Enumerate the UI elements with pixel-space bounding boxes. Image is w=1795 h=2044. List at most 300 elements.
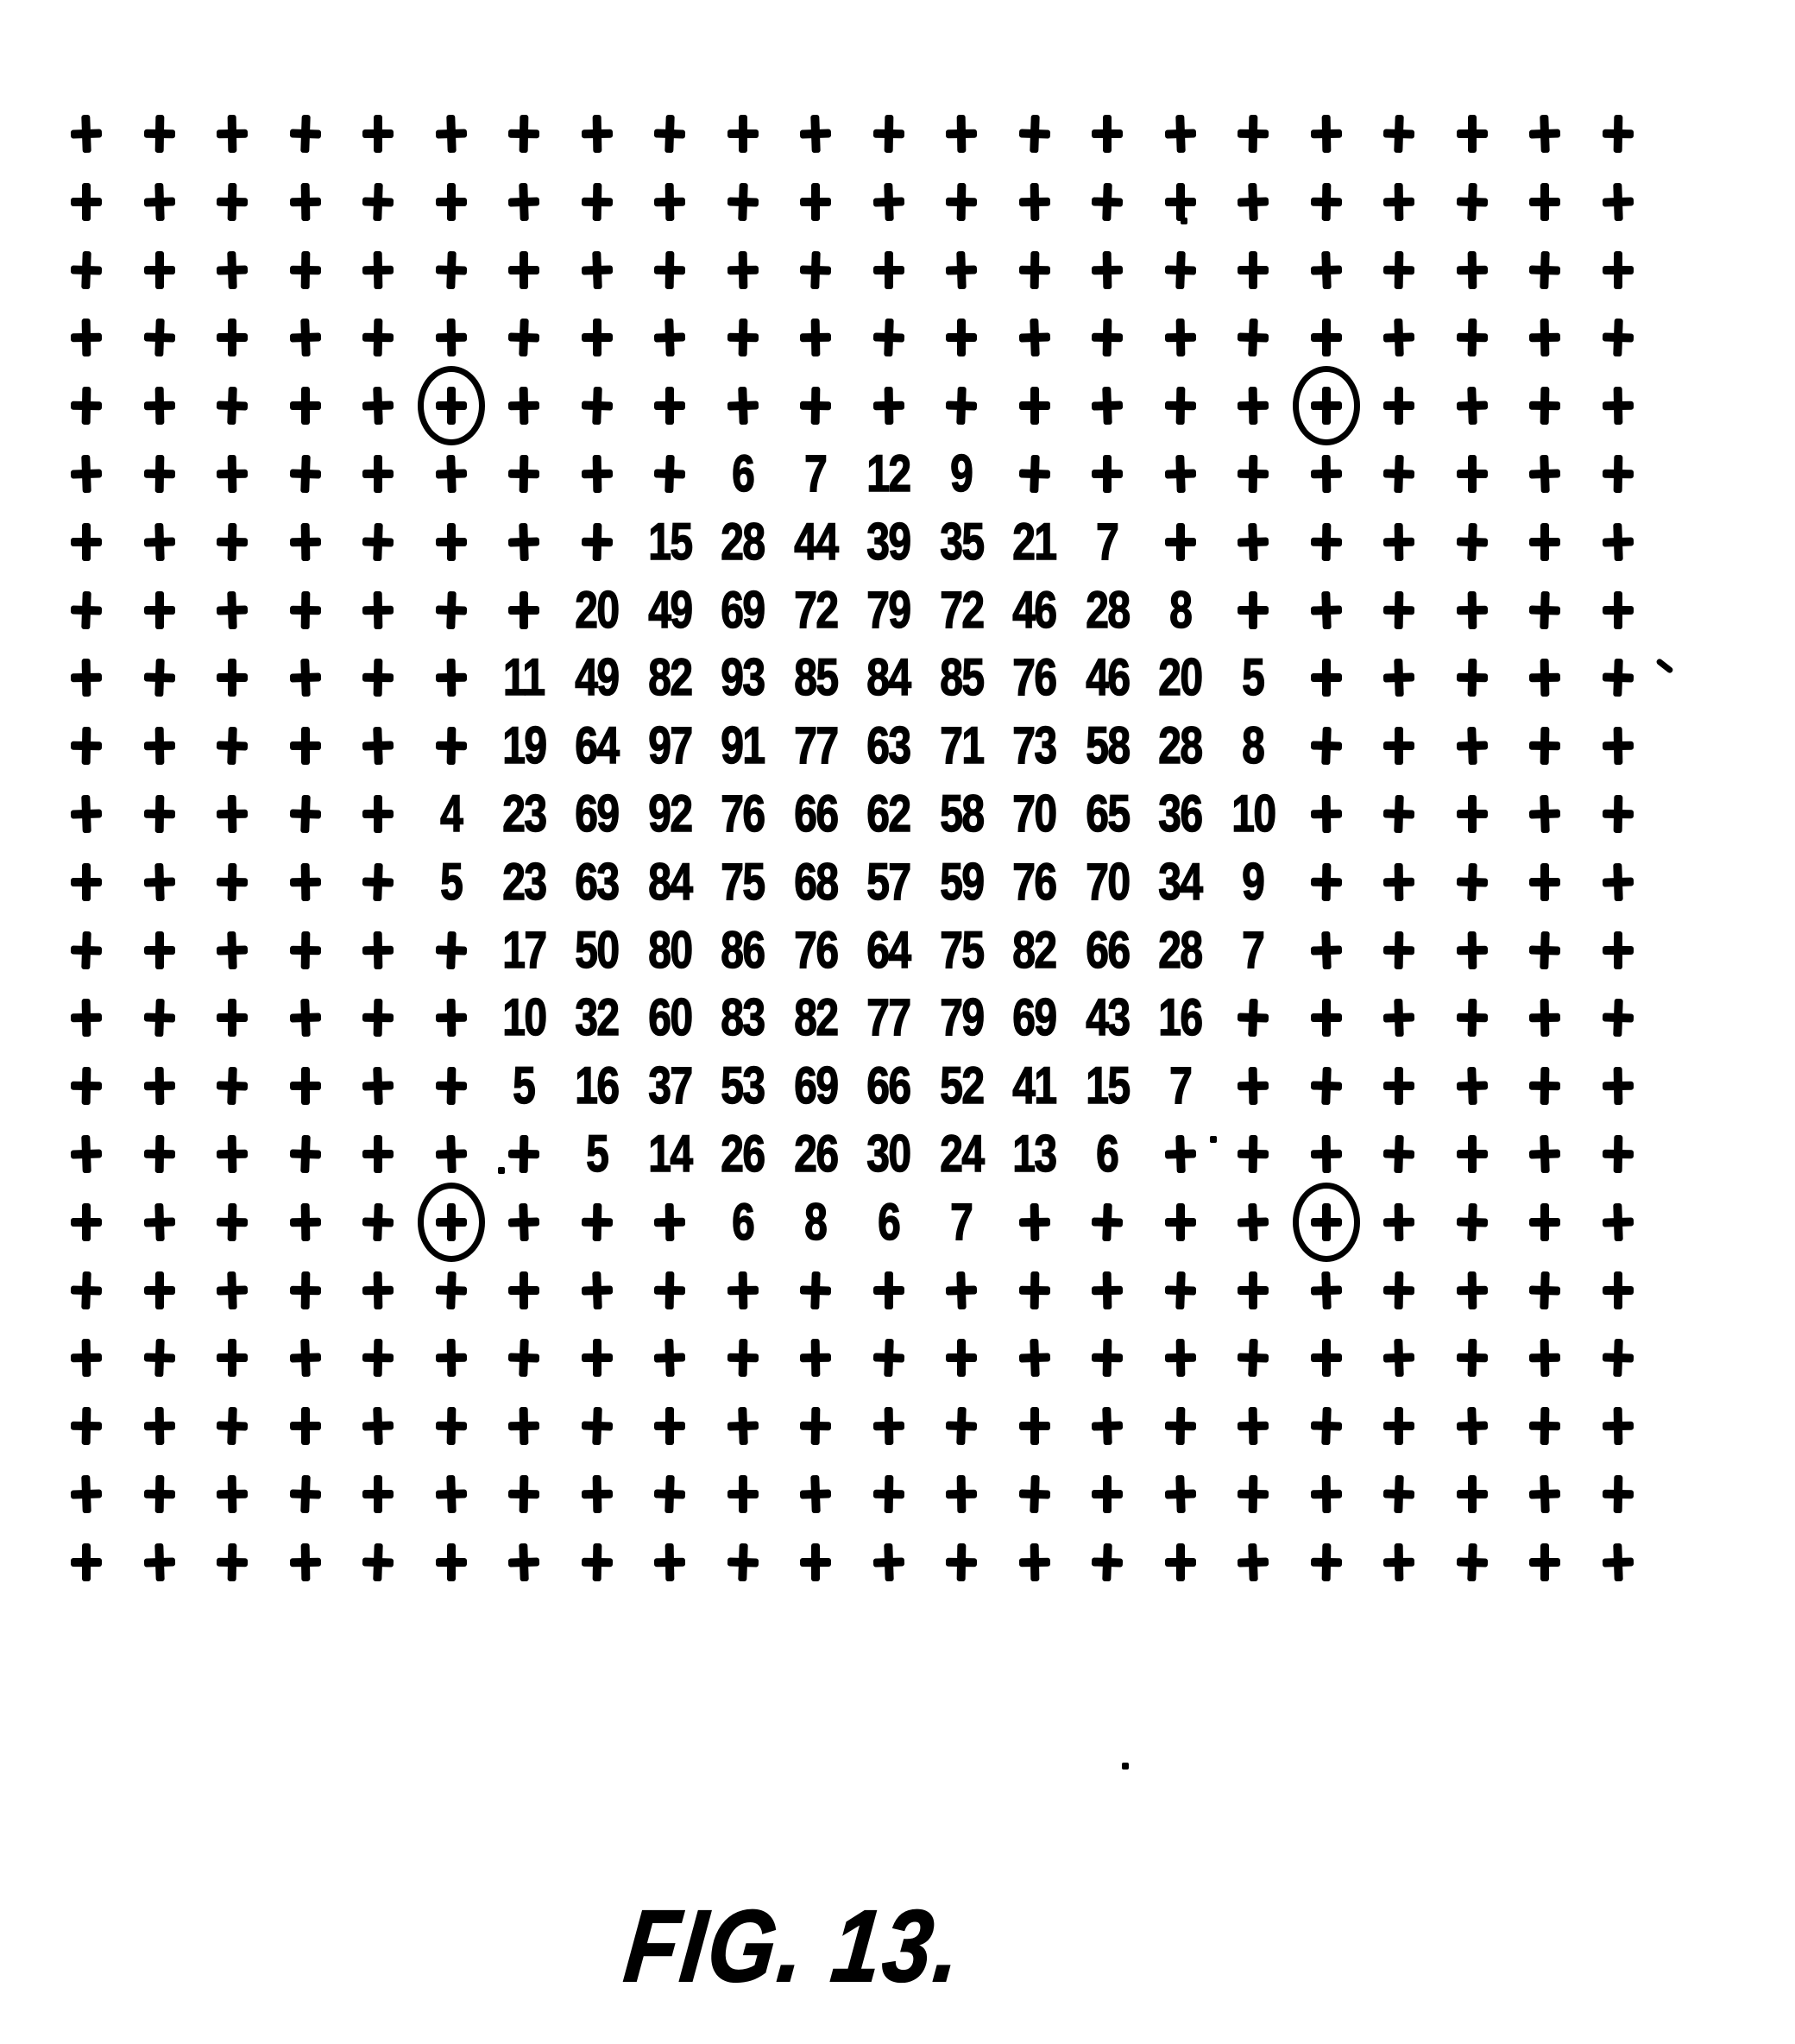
plus-icon [1456,590,1488,629]
value-cell [779,577,852,644]
plus-mark [269,577,342,644]
plus-mark [1582,237,1654,304]
plus-mark [853,1324,925,1391]
plus-mark [1508,1120,1581,1188]
plus-mark [196,1392,268,1460]
plus-icon [1602,795,1634,834]
plus-icon [1529,319,1561,357]
plus-mark [1582,780,1654,848]
value-cell [1071,712,1143,779]
plus-mark [1508,1257,1581,1324]
plus-mark [1217,1460,1289,1528]
plus-icon [945,387,978,426]
value-cell [488,984,560,1051]
plus-mark [1582,577,1654,644]
plus-mark [1144,508,1217,576]
value-cell [561,577,633,644]
plus-icon [70,250,103,289]
cell-value: 5 [1242,648,1264,707]
plus-icon [1382,794,1415,833]
plus-mark [1582,168,1654,236]
plus-mark [1582,372,1654,439]
plus-mark [633,237,706,304]
plus-mark [1508,712,1581,779]
plus-mark [1144,1460,1217,1528]
value-cell [998,984,1071,1051]
plus-icon [653,1474,686,1513]
plus-mark [1582,984,1654,1051]
plus-icon [1528,114,1561,153]
value-cell [1217,917,1289,984]
plus-mark [1582,1120,1654,1188]
plus-icon [362,250,394,289]
plus-icon [216,590,249,629]
plus-icon [581,1407,614,1446]
plus-icon [143,1067,175,1106]
plus-icon [1310,590,1343,629]
plus-icon [1528,250,1561,289]
plus-icon [945,1271,978,1309]
plus-icon [1237,182,1269,221]
plus-icon [362,115,394,153]
plus-icon [1383,1542,1415,1581]
cell-value: 4 [439,785,463,842]
plus-icon [1092,455,1123,493]
plus-icon [71,659,103,697]
value-cell [925,440,998,508]
plus-mark [1508,1392,1581,1460]
plus-mark [998,304,1071,371]
value-cell [1217,712,1289,779]
plus-mark [50,1189,123,1256]
plus-icon [70,794,103,833]
plus-icon [143,387,175,426]
cell-value: 9 [950,445,973,502]
plus-icon [1238,455,1269,494]
value-cell [1071,644,1143,711]
value-cell [707,577,779,644]
cell-value: 8 [804,1192,827,1251]
plus-mark [925,372,998,439]
plus-mark [1363,1460,1435,1528]
plus-icon [1456,1067,1489,1106]
plus-icon [1310,522,1342,561]
plus-mark [342,1120,414,1188]
plus-icon [1164,1271,1197,1309]
plus-mark [633,1189,706,1256]
plus-mark [342,644,414,711]
cell-value: 62 [866,785,910,842]
plus-mark [1582,440,1654,508]
plus-mark [50,644,123,711]
value-cell [707,508,779,576]
value-cell [633,712,706,779]
stray-dot-mark [498,1167,505,1174]
plus-mark [1508,508,1581,576]
plus-mark [1217,1324,1289,1391]
plus-mark [1582,1460,1654,1528]
plus-icon [508,1271,539,1309]
plus-icon [653,114,686,153]
plus-mark [196,1529,268,1596]
plus-mark [633,1392,706,1460]
plus-icon [508,1407,540,1446]
plus-mark [1508,849,1581,916]
plus-mark [342,849,414,916]
fiducial-circle-icon [1293,1183,1360,1262]
plus-mark [123,508,196,576]
plus-mark [1363,1257,1435,1324]
plus-icon [435,1067,467,1106]
value-cell [707,1052,779,1120]
plus-icon [1238,1067,1269,1106]
cell-value: 66 [1085,920,1130,979]
plus-icon [1456,319,1488,357]
plus-icon [216,931,249,969]
plus-icon [435,659,467,697]
plus-mark [779,1392,852,1460]
plus-mark [1436,917,1508,984]
plus-mark [488,508,560,576]
plus-mark [1508,644,1581,711]
plus-icon [1018,454,1051,493]
plus-icon [71,1407,103,1446]
plus-mark [925,1460,998,1528]
plus-mark [998,372,1071,439]
plus-mark [1436,1529,1508,1596]
plus-icon [1602,999,1634,1038]
plus-mark [707,372,779,439]
plus-icon [507,319,540,357]
cell-value: 28 [721,512,765,571]
plus-icon [362,795,394,833]
plus-mark [1363,1392,1435,1460]
plus-mark [1363,577,1435,644]
value-cell [925,780,998,848]
plus-mark [342,440,414,508]
value-cell [779,644,852,711]
plus-icon [1238,251,1269,289]
plus-mark [196,1120,268,1188]
plus-mark [1508,1324,1581,1391]
plus-icon [946,1542,978,1581]
plus-icon [581,522,613,561]
plus-icon [945,1407,978,1446]
plus-mark [488,1460,560,1528]
circled-plus-mark [415,372,488,439]
cell-value: 9 [1242,852,1264,911]
circled-plus-mark [1290,1189,1363,1256]
cell-value: 75 [721,852,765,911]
plus-icon [508,591,539,629]
plus-mark [1071,100,1143,167]
plus-icon [653,454,686,493]
value-cell [1071,780,1143,848]
value-cell [707,984,779,1051]
plus-mark [1582,304,1654,371]
plus-mark [123,1392,196,1460]
plus-icon [217,795,249,834]
plus-mark [1217,1189,1289,1256]
plus-icon [1310,1135,1342,1174]
cell-value: 12 [866,445,910,502]
plus-icon [872,1542,905,1581]
plus-mark [853,1257,925,1324]
plus-mark [1071,440,1143,508]
plus-icon [581,250,614,289]
plus-icon [654,387,685,425]
plus-mark [925,1392,998,1460]
plus-icon [217,999,248,1037]
plus-icon [217,115,249,154]
plus-icon [1311,659,1342,697]
plus-icon [1310,250,1343,289]
cell-value: 72 [939,580,984,639]
plus-mark [342,304,414,371]
plus-mark [925,100,998,167]
plus-mark [1217,984,1289,1051]
plus-icon [290,387,321,425]
plus-icon [143,522,176,561]
plus-icon [727,319,759,357]
cell-value: 30 [866,1125,910,1183]
plus-icon [362,931,394,969]
plus-icon [872,1339,905,1378]
plus-icon [1019,387,1050,425]
plus-icon [582,319,613,356]
plus-mark [925,1257,998,1324]
plus-icon [435,319,467,357]
plus-icon [1529,183,1560,221]
plus-icon [289,1202,321,1241]
cell-value: 84 [866,648,910,707]
plus-mark [1436,237,1508,304]
plus-mark [1508,917,1581,984]
cell-value: 80 [647,920,692,979]
plus-icon [508,1135,540,1174]
plus-mark [561,168,633,236]
plus-icon [1602,387,1634,426]
plus-icon [1238,387,1269,426]
value-cell [561,917,633,984]
cell-value: 44 [793,512,838,571]
plus-mark [415,304,488,371]
plus-mark [633,100,706,167]
plus-icon [582,1339,613,1377]
plus-icon [1382,114,1415,153]
plus-mark [1363,100,1435,167]
value-cell [853,1052,925,1120]
plus-mark [853,1392,925,1460]
value-cell [561,984,633,1051]
plus-mark [561,1529,633,1596]
plus-mark [853,304,925,371]
plus-icon [800,387,832,426]
plus-icon [289,319,322,357]
cell-value: 73 [1012,716,1056,775]
plus-icon [872,1407,904,1446]
plus-mark [633,168,706,236]
plus-icon [217,1339,248,1377]
plus-icon [144,1271,175,1309]
plus-mark [1436,984,1508,1051]
plus-mark [1508,100,1581,167]
plus-mark [1582,1324,1654,1391]
value-cell [1144,577,1217,644]
plus-icon [71,523,102,561]
plus-mark [1144,100,1217,167]
plus-icon [71,319,103,357]
plus-mark [707,237,779,304]
plus-mark [1144,1392,1217,1460]
plus-icon [436,183,467,221]
plus-icon [1018,182,1050,221]
plus-mark [196,849,268,916]
value-cell [1144,984,1217,1051]
plus-mark [1290,237,1363,304]
plus-icon [1383,727,1414,765]
plus-icon [1457,1475,1488,1513]
plus-icon [144,591,175,629]
plus-icon [1238,1135,1269,1174]
plus-icon [143,727,175,766]
plus-icon [1602,522,1634,561]
plus-icon [1602,1202,1634,1241]
plus-mark [1071,1529,1143,1596]
plus-icon [435,1474,468,1513]
plus-icon [581,387,614,426]
plus-icon [1602,727,1634,766]
cell-value: 7 [804,445,827,502]
plus-icon [1529,999,1561,1038]
plus-mark [342,780,414,848]
plus-icon [799,1474,832,1513]
plus-icon [216,1067,249,1106]
value-cell [488,1052,560,1120]
cell-value: 82 [1012,920,1056,979]
value-cell [1144,712,1217,779]
plus-mark [123,168,196,236]
plus-mark [488,1529,560,1596]
plus-mark [269,1257,342,1324]
plus-mark [1436,849,1508,916]
cell-value: 84 [647,852,692,911]
plus-icon [654,1542,686,1581]
plus-icon [1383,931,1415,969]
plus-icon [217,319,248,356]
plus-mark [1217,168,1289,236]
plus-icon [727,1407,759,1446]
plus-mark [269,984,342,1051]
plus-icon [653,1339,686,1378]
plus-icon [1018,1474,1051,1513]
plus-icon [654,1271,686,1309]
plus-mark [853,1529,925,1596]
plus-mark [123,1529,196,1596]
plus-icon [1602,319,1634,357]
plus-mark [1582,1392,1654,1460]
plus-mark [1290,440,1363,508]
value-cell [707,440,779,508]
plus-icon [70,454,103,493]
plus-icon [654,250,686,289]
plus-mark [1144,1189,1217,1256]
plus-mark [50,712,123,779]
plus-icon [1164,454,1197,493]
plus-icon [799,114,832,153]
value-cell [925,508,998,576]
cell-value: 10 [501,988,546,1047]
plus-mark [633,440,706,508]
value-cell [998,1120,1071,1188]
plus-icon [1310,115,1342,154]
cell-value: 43 [1085,988,1130,1047]
plus-icon [362,1407,394,1446]
value-cell [633,984,706,1051]
plus-mark [196,508,268,576]
plus-icon [1382,319,1415,357]
plus-mark [1436,440,1508,508]
plus-mark [50,372,123,439]
value-cell [998,577,1071,644]
plus-icon [143,862,176,901]
cell-value: 63 [575,852,619,911]
cell-value: 69 [575,785,619,842]
plus-mark [561,1392,633,1460]
value-cell [1071,917,1143,984]
plus-icon [1456,1542,1489,1581]
plus-icon [289,590,321,629]
plus-icon [435,727,467,766]
plus-icon [143,795,175,834]
plus-mark [1217,304,1289,371]
plus-icon [508,115,540,154]
plus-mark [1363,849,1435,916]
plus-icon [653,319,686,357]
plus-mark [342,508,414,576]
plus-mark [50,168,123,236]
value-cell [998,780,1071,848]
plus-mark [269,372,342,439]
plus-mark [1363,984,1435,1051]
cell-value: 83 [721,988,765,1047]
plus-icon [217,1202,249,1241]
plus-icon [362,1271,394,1309]
plus-mark [123,577,196,644]
value-cell [1071,1052,1143,1120]
plus-icon [362,182,394,221]
plus-icon [1456,659,1488,697]
cell-value: 23 [501,785,546,842]
cell-value: 24 [939,1125,984,1183]
cell-value: 6 [731,1192,754,1251]
plus-icon [1382,659,1415,697]
plus-mark [196,100,268,167]
cell-value: 64 [866,920,910,979]
value-cell [779,1189,852,1256]
plus-icon [507,182,540,221]
plus-icon [1603,251,1634,289]
value-cell [1144,917,1217,984]
plus-mark [50,984,123,1051]
plus-mark [1363,1529,1435,1596]
plus-icon [1529,1407,1561,1446]
plus-icon [800,319,832,357]
cell-value: 76 [721,785,765,842]
cell-value: 7 [1242,920,1264,979]
plus-mark [561,440,633,508]
plus-mark [1217,577,1289,644]
